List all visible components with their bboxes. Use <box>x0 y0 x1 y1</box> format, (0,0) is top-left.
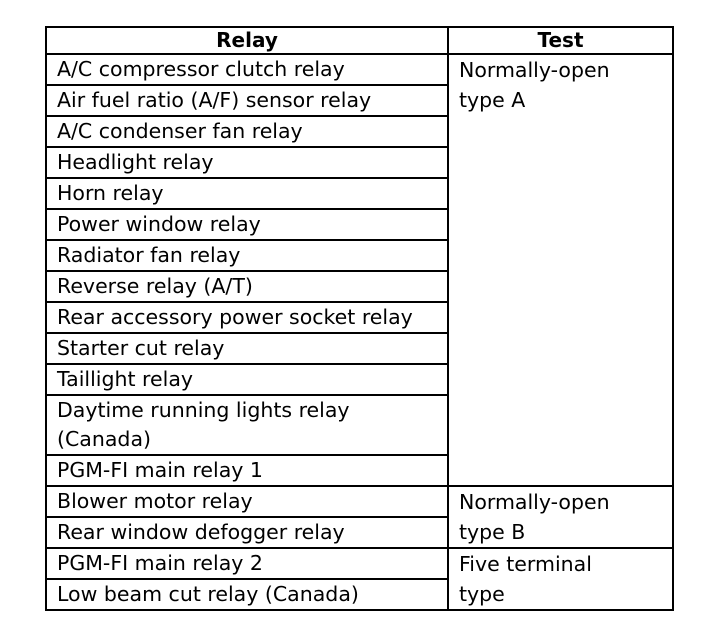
test-type-cell <box>448 54 673 486</box>
table-body <box>46 54 673 610</box>
relay-name-cell: Horn relay <box>46 178 448 209</box>
relay-name-cell: Radiator fan relay <box>46 240 448 271</box>
relay-name-cell: PGM-FI main relay 1 <box>46 455 448 486</box>
relay-name-cell: Reverse relay (A/T) <box>46 271 448 302</box>
test-type-label: Five terminal type <box>459 552 592 606</box>
relay-column-header: Relay <box>46 27 448 54</box>
relay-name-cell: A/C condenser fan relay <box>46 116 448 147</box>
test-type-label: Normally-open type A <box>459 58 610 112</box>
table-row <box>46 54 673 85</box>
header-row <box>46 27 673 54</box>
test-type-cell <box>448 486 673 548</box>
relay-name-cell: Air fuel ratio (A/F) sensor relay <box>46 85 448 116</box>
table-row <box>46 548 673 579</box>
test-column-header: Test <box>448 27 673 54</box>
relay-name-cell: Blower motor relay <box>46 486 448 517</box>
relay-name-cell: Power window relay <box>46 209 448 240</box>
relay-name-cell: A/C compressor clutch relay <box>46 54 448 85</box>
table-row <box>46 486 673 517</box>
relay-name-cell: Headlight relay <box>46 147 448 178</box>
relay-name-cell: Rear window defogger relay <box>46 517 448 548</box>
relay-name-cell: Starter cut relay <box>46 333 448 364</box>
relay-name-cell: PGM-FI main relay 2 <box>46 548 448 579</box>
relay-name-cell: Taillight relay <box>46 364 448 395</box>
test-type-label: Normally-open type B <box>459 490 610 544</box>
test-type-cell <box>448 548 673 610</box>
relay-test-table <box>45 26 674 611</box>
relay-name-cell: Daytime running lights relay (Canada) <box>46 395 448 455</box>
relay-name-cell: Low beam cut relay (Canada) <box>46 579 448 610</box>
relay-name-cell: Rear accessory power socket relay <box>46 302 448 333</box>
